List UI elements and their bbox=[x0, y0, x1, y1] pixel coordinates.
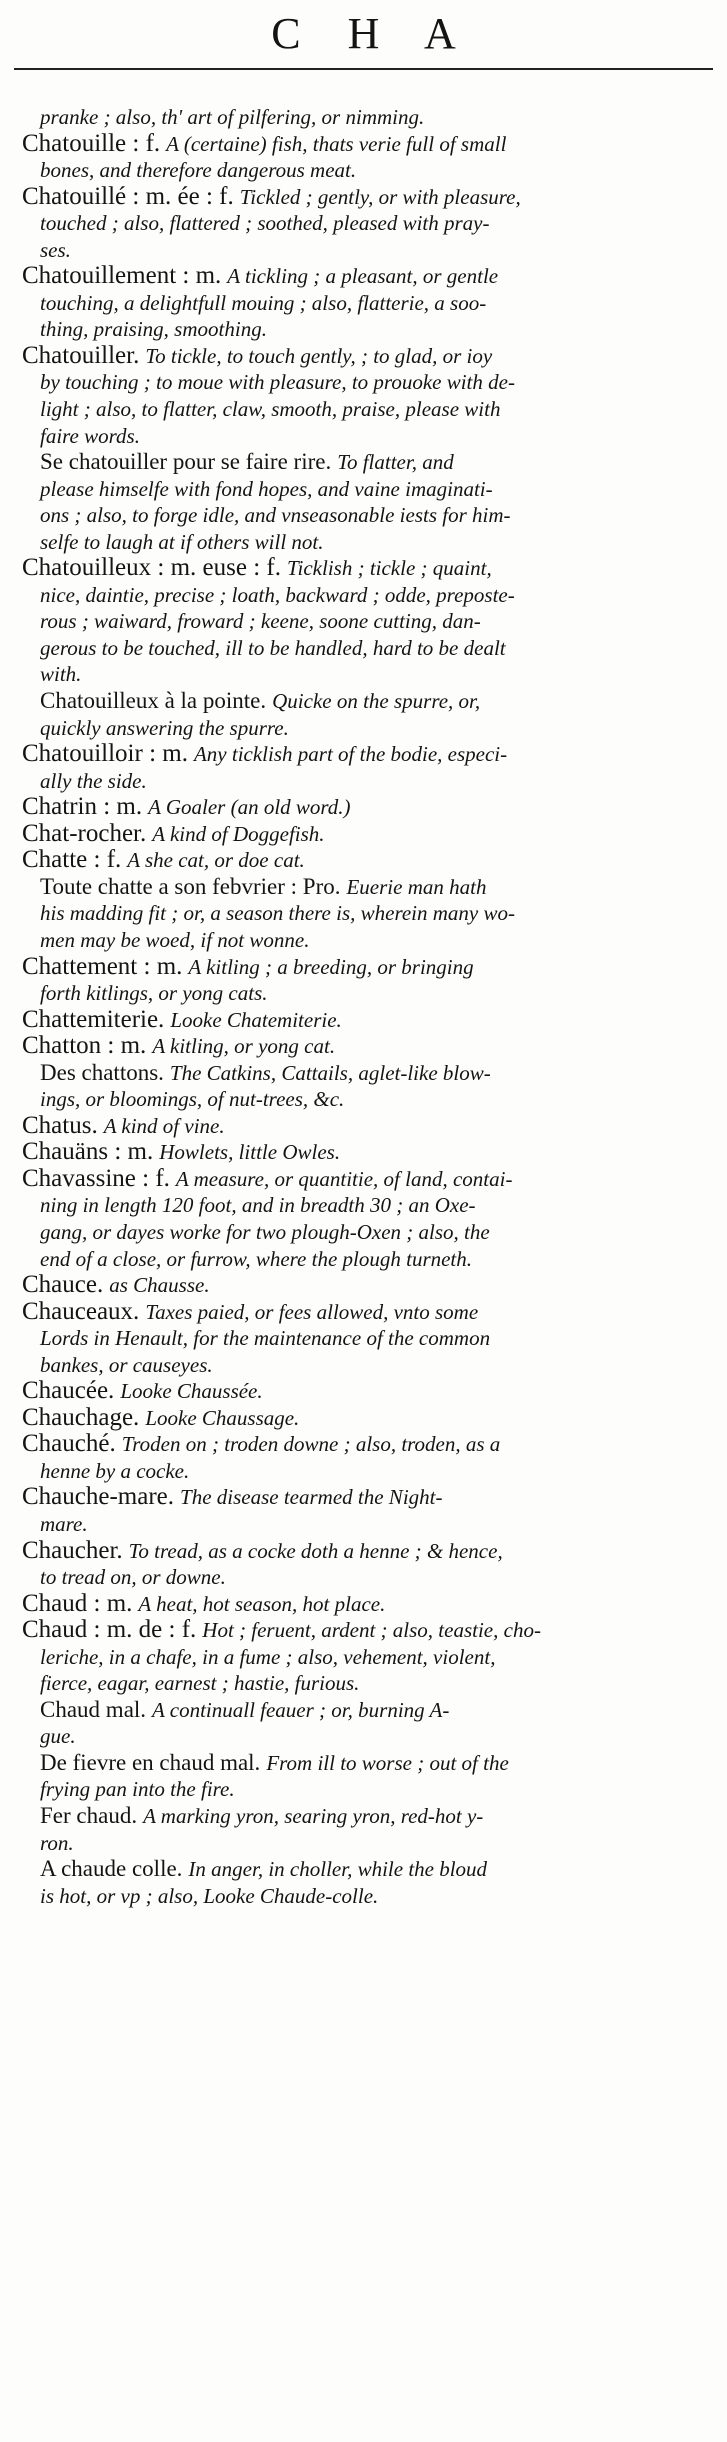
entry-line bbox=[22, 555, 712, 582]
definition: with. bbox=[40, 662, 82, 687]
headword: Chattemiterie. bbox=[22, 1005, 165, 1033]
definition: leriche, in a chafe, in a fume ; also, vehement, violent, bbox=[40, 1644, 496, 1669]
definition: ally the side. bbox=[40, 768, 147, 793]
definition: please himselfe with fond hopes, and vaine imaginati- bbox=[40, 476, 493, 501]
definition: A measure, or quantitie, of land, contai- bbox=[175, 1166, 513, 1191]
headword: Chatus. bbox=[22, 1111, 98, 1139]
entry-continuation-line bbox=[22, 237, 712, 264]
subentry-line bbox=[22, 1803, 712, 1830]
entry-continuation-line bbox=[22, 369, 712, 396]
entry-continuation-line bbox=[22, 1192, 712, 1219]
entry-continuation-line bbox=[22, 582, 712, 609]
definition: A kitling ; a breeding, or bringing bbox=[188, 954, 474, 979]
headword: Chauceaux. bbox=[22, 1297, 140, 1325]
definition: as Chausse. bbox=[109, 1273, 210, 1298]
headword: Chaud : m. de : f. bbox=[22, 1616, 197, 1644]
definition: bankes, or causeyes. bbox=[40, 1352, 213, 1377]
definition: A continuall feauer ; or, burning A- bbox=[152, 1697, 450, 1722]
headword: Chauäns : m. bbox=[22, 1138, 154, 1166]
definition: forth kitlings, or yong cats. bbox=[40, 981, 268, 1006]
definition: ings, or bloomings, of nut-trees, &c. bbox=[40, 1087, 345, 1112]
definition: Howlets, little Owles. bbox=[159, 1140, 341, 1165]
definition: rous ; waiward, froward ; keene, soone cutting, dan- bbox=[40, 609, 481, 634]
entry-continuation-line bbox=[22, 927, 712, 954]
definition: A kitling, or yong cat. bbox=[152, 1034, 336, 1059]
entry-continuation-line bbox=[22, 1352, 712, 1379]
headword: Chauche-mare. bbox=[22, 1483, 175, 1511]
entry-line bbox=[22, 1139, 712, 1166]
entry-line bbox=[22, 1405, 712, 1432]
entry-continuation-line bbox=[22, 210, 712, 237]
subentry-line bbox=[22, 1750, 712, 1777]
definition: mare. bbox=[40, 1511, 88, 1536]
entry-continuation-line bbox=[22, 715, 712, 742]
entry-continuation-line bbox=[22, 104, 712, 131]
entry-continuation-line bbox=[22, 1458, 712, 1485]
definition: gang, or dayes worke for two plough-Oxen ; also, the bbox=[40, 1219, 490, 1244]
headword: Chatte : f. bbox=[22, 846, 122, 874]
definition: ning in length 120 foot, and in breadth 30 ; an Oxe- bbox=[40, 1193, 476, 1218]
entry-continuation-line bbox=[22, 1670, 712, 1697]
headword: Des chattons. bbox=[40, 1059, 164, 1085]
subentry-line bbox=[22, 688, 712, 715]
headword: Chatouiller. bbox=[22, 341, 140, 369]
definition: The Catkins, Cattails, aglet-like blow- bbox=[169, 1060, 491, 1085]
entry-line bbox=[22, 1299, 712, 1326]
headword: Se chatouiller pour se faire rire. bbox=[40, 449, 332, 475]
entry-continuation-line bbox=[22, 1830, 712, 1857]
definition: light ; also, to flatter, claw, smooth, praise, please with bbox=[40, 397, 501, 422]
definition: A Goaler (an old word.) bbox=[148, 795, 351, 820]
headword: Chatouillé : m. ée : f. bbox=[22, 182, 234, 210]
entry-continuation-line bbox=[22, 980, 712, 1007]
entry-continuation-line bbox=[22, 157, 712, 184]
definition: quickly answering the spurre. bbox=[40, 715, 289, 740]
definition: his madding fit ; or, a season there is, wherein many wo- bbox=[40, 901, 516, 926]
definition: Quicke on the spurre, or, bbox=[272, 689, 481, 714]
subentry-line bbox=[22, 1060, 712, 1087]
entry-line bbox=[22, 1033, 712, 1060]
subentry-line bbox=[22, 1697, 712, 1724]
entry-continuation-line bbox=[22, 1086, 712, 1113]
definition: gue. bbox=[40, 1724, 76, 1749]
headword: Toute chatte a son febvrier : Pro. bbox=[40, 873, 341, 899]
definition: In anger, in choller, while the bloud bbox=[188, 1857, 488, 1882]
subentry-line bbox=[22, 874, 712, 901]
entry-line bbox=[22, 1378, 712, 1405]
definition: Troden on ; troden downe ; also, troden, as a bbox=[121, 1432, 501, 1457]
entry-continuation-line bbox=[22, 1219, 712, 1246]
entry-continuation-line bbox=[22, 900, 712, 927]
definition: by touching ; to moue with pleasure, to prouoke with de- bbox=[40, 370, 515, 395]
definition: A kind of vine. bbox=[103, 1113, 225, 1138]
entry-line bbox=[22, 263, 712, 290]
entry-line bbox=[22, 847, 712, 874]
definition: Tickled ; gently, or with pleasure, bbox=[239, 184, 521, 209]
definition: Lords in Henault, for the maintenance of the common bbox=[40, 1326, 491, 1351]
entry-continuation-line bbox=[22, 476, 712, 503]
entry-continuation-line bbox=[22, 316, 712, 343]
headword: A chaude colle. bbox=[40, 1856, 183, 1882]
entry-continuation-line bbox=[22, 396, 712, 423]
entry-line bbox=[22, 131, 712, 158]
headword: De fievre en chaud mal. bbox=[40, 1749, 261, 1775]
entry-line bbox=[22, 343, 712, 370]
entry-line bbox=[22, 1617, 712, 1644]
definition: fierce, eagar, earnest ; hastie, furious. bbox=[40, 1671, 360, 1696]
entry-continuation-line bbox=[22, 423, 712, 450]
definition: A kind of Doggefish. bbox=[152, 821, 325, 846]
definition: faire words. bbox=[40, 423, 140, 448]
entry-continuation-line bbox=[22, 1564, 712, 1591]
entry-continuation-line bbox=[22, 1325, 712, 1352]
headword: Chaud : m. bbox=[22, 1589, 133, 1617]
entry-line bbox=[22, 1591, 712, 1618]
headword: Chatouillement : m. bbox=[22, 262, 222, 290]
entry-line bbox=[22, 794, 712, 821]
headword: Chat-rocher. bbox=[22, 819, 147, 847]
definition: Hot ; feruent, ardent ; also, teastie, cho- bbox=[202, 1618, 541, 1643]
definition: Looke Chaussée. bbox=[120, 1379, 263, 1404]
definition: Looke Chaussage. bbox=[145, 1405, 300, 1430]
entry-continuation-line bbox=[22, 635, 712, 662]
definition: A she cat, or doe cat. bbox=[127, 848, 305, 873]
definition: Euerie man hath bbox=[346, 874, 487, 899]
headword: Chaucher. bbox=[22, 1536, 123, 1564]
headword: Chauché. bbox=[22, 1430, 116, 1458]
running-header bbox=[0, 0, 727, 62]
definition: nice, daintie, precise ; loath, backward ; odde, preposte- bbox=[40, 582, 515, 607]
definition: To tickle, to touch gently, ; to glad, or ioy bbox=[145, 343, 493, 368]
entry-line bbox=[22, 1538, 712, 1565]
definition: A heat, hot season, hot place. bbox=[138, 1591, 386, 1616]
headword: Chaucée. bbox=[22, 1377, 115, 1405]
entry-continuation-line bbox=[22, 1723, 712, 1750]
definition: gerous to be touched, ill to be handled, hard to be dealt bbox=[40, 635, 506, 660]
page-header-title: C H A bbox=[271, 9, 474, 58]
definition: ses. bbox=[40, 237, 71, 262]
headword: Chauce. bbox=[22, 1271, 104, 1299]
entry-continuation-line bbox=[22, 529, 712, 556]
definition: The disease tearmed the Night- bbox=[180, 1485, 443, 1510]
entry-line bbox=[22, 184, 712, 211]
entry-line bbox=[22, 1166, 712, 1193]
definition: To tread, as a cocke doth a henne ; & hence, bbox=[128, 1538, 503, 1563]
entry-continuation-line bbox=[22, 290, 712, 317]
headword: Chattement : m. bbox=[22, 952, 183, 980]
headword: Chatouille : f. bbox=[22, 129, 161, 157]
headword: Chatouilleux à la pointe. bbox=[40, 688, 267, 714]
headword: Chauchage. bbox=[22, 1403, 140, 1431]
definition: Any ticklish part of the bodie, especi- bbox=[193, 742, 508, 767]
headword: Chatrin : m. bbox=[22, 793, 143, 821]
definition: thing, praising, smoothing. bbox=[40, 317, 267, 342]
definition: ron. bbox=[40, 1830, 74, 1855]
definition: touched ; also, flattered ; soothed, pleased with pray- bbox=[40, 211, 490, 236]
entry-line bbox=[22, 954, 712, 981]
entry-list bbox=[22, 104, 712, 1909]
headword: Chavassine : f. bbox=[22, 1164, 170, 1192]
definition: touching, a delightfull mouing ; also, flatterie, a soo- bbox=[40, 290, 487, 315]
entry-continuation-line bbox=[22, 1883, 712, 1910]
entry-line bbox=[22, 1272, 712, 1299]
entry-continuation-line bbox=[22, 502, 712, 529]
definition: men may be woed, if not wonne. bbox=[40, 927, 310, 952]
definition: bones, and therefore dangerous meat. bbox=[40, 158, 357, 183]
headword: Chatouilloir : m. bbox=[22, 740, 188, 768]
definition: frying pan into the fire. bbox=[40, 1777, 235, 1802]
definition: ons ; also, to forge idle, and vnseasonable iests for him- bbox=[40, 503, 511, 528]
definition: From ill to worse ; out of the bbox=[266, 1750, 509, 1775]
definition: henne by a cocke. bbox=[40, 1458, 190, 1483]
entry-line bbox=[22, 821, 712, 848]
headword: Chaud mal. bbox=[40, 1696, 147, 1722]
definition: A tickling ; a pleasant, or gentle bbox=[227, 264, 499, 289]
entry-continuation-line bbox=[22, 768, 712, 795]
entry-line bbox=[22, 1007, 712, 1034]
definition: A (certaine) fish, thats verie full of small bbox=[166, 131, 507, 156]
definition: Looke Chatemiterie. bbox=[170, 1007, 342, 1032]
definition: pranke ; also, th' art of pilfering, or nimming. bbox=[40, 105, 425, 129]
entry-continuation-line bbox=[22, 1776, 712, 1803]
subentry-line bbox=[22, 449, 712, 476]
definition: A marking yron, searing yron, red-hot y- bbox=[143, 1804, 484, 1828]
definition: selfe to laugh at if others will not. bbox=[40, 529, 324, 554]
headword: Chatouilleux : m. euse : f. bbox=[22, 554, 281, 582]
subentry-line bbox=[22, 1856, 712, 1883]
entry-line bbox=[22, 741, 712, 768]
definition: Taxes paied, or fees allowed, vnto some bbox=[145, 1299, 479, 1324]
entry-line bbox=[22, 1113, 712, 1140]
definition: is hot, or vp ; also, Looke Chaude-colle. bbox=[40, 1883, 379, 1908]
headword: Chatton : m. bbox=[22, 1032, 147, 1060]
header-rule bbox=[14, 68, 713, 70]
definition: end of a close, or furrow, where the plough turneth. bbox=[40, 1246, 473, 1271]
entry-continuation-line bbox=[22, 1511, 712, 1538]
entry-continuation-line bbox=[22, 608, 712, 635]
entry-line bbox=[22, 1484, 712, 1511]
headword: Fer chaud. bbox=[40, 1803, 138, 1828]
entry-line bbox=[22, 1431, 712, 1458]
entry-continuation-line bbox=[22, 661, 712, 688]
entry-continuation-line bbox=[22, 1644, 712, 1671]
definition: to tread on, or downe. bbox=[40, 1565, 226, 1590]
definition: To flatter, and bbox=[337, 450, 454, 475]
entry-continuation-line bbox=[22, 1246, 712, 1273]
definition: Ticklish ; tickle ; quaint, bbox=[286, 556, 492, 581]
